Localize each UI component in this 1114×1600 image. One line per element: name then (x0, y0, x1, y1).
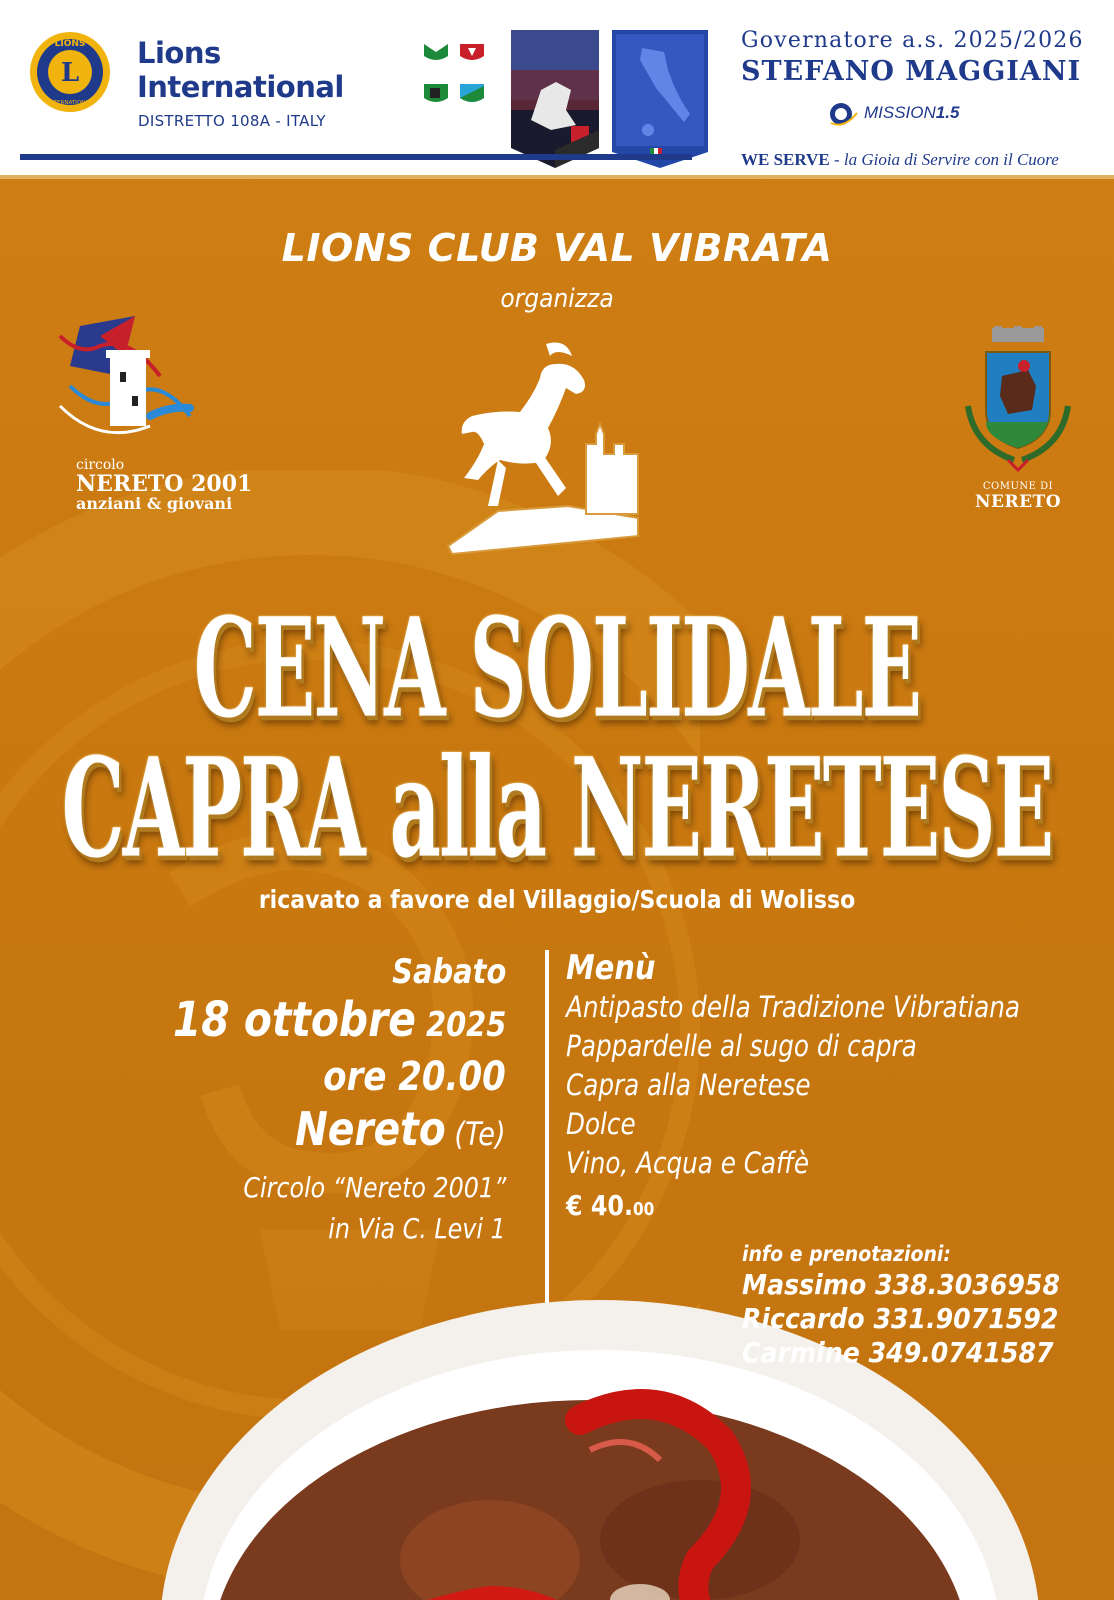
circolo-line1: circolo (76, 457, 125, 473)
menu-price (566, 1183, 1020, 1233)
goat-silhouette-icon (438, 336, 658, 556)
circolo-label (76, 458, 252, 513)
menu-item: Capra alla Neretese (566, 1068, 811, 1102)
governor-name: STEFANO MAGGIANI (741, 56, 1082, 87)
venue-line1: Circolo “Nereto 2001” (243, 1171, 506, 1204)
column-divider (545, 950, 549, 1308)
lions-name-line2: International (137, 70, 344, 104)
contacts-block (742, 1240, 1060, 1370)
mission-label: MISSION (864, 103, 936, 122)
comune-line1: COMUNE DI (982, 481, 1054, 492)
we-serve-label: WE SERVE (741, 150, 830, 169)
menu-item: Vino, Acqua e Caffè (566, 1146, 809, 1180)
event-date (172, 992, 506, 1048)
menu-item: Pappardelle al sugo di capra (566, 1029, 917, 1063)
municipal-crest-icon (964, 326, 1072, 474)
menu-item: Dolce (566, 1107, 636, 1141)
mission-badge (828, 101, 960, 127)
circolo-line3: anziani & giovani (76, 493, 233, 513)
we-serve-text: - la Gioia di Servire con il Cuore (829, 150, 1059, 169)
event-day: Sabato (391, 952, 506, 992)
mission-lions-icon (828, 101, 858, 127)
menu-price-cents: 00 (633, 1199, 655, 1220)
beneficiary-text: ricavato a favore del Villaggio/Scuola di Wolisso (258, 885, 856, 914)
event-title-line1: CENA SOLIDALE (193, 587, 921, 749)
contacts-title: info e prenotazioni: (742, 1242, 951, 1266)
menu-item: Antipasto della Tradizione Vibratiana (566, 990, 1020, 1024)
logo-bottom-text: INTERNATIONAL (47, 100, 93, 106)
pennant-map-icon (612, 30, 708, 168)
event-time: ore 20.00 (323, 1054, 506, 1100)
header-band (0, 0, 1114, 175)
circolo-line2: NERETO 2001 (76, 470, 253, 497)
menu-title: Menù (566, 948, 656, 988)
event-city-name: Nereto (295, 1102, 447, 1156)
event-city (296, 1102, 506, 1156)
tower-kite-icon (40, 316, 200, 456)
venue-line2: in Via C. Levi 1 (328, 1212, 506, 1245)
comune-label (950, 481, 1086, 512)
organizer-title: LIONS CLUB VAL VIBRATA (281, 226, 833, 270)
contact-phone: Carmine 349.0741587 (742, 1336, 1054, 1369)
header-bottom-rule (0, 175, 1114, 179)
lions-name-line1: Lions (137, 36, 221, 70)
organizza-label: organizza (500, 284, 614, 314)
we-serve-tagline (741, 150, 1059, 170)
mission-version: 1.5 (935, 103, 960, 122)
lions-emblem-icon (28, 30, 112, 114)
contact-phone: Massimo 338.3036958 (742, 1268, 1060, 1301)
contact-phone: Riccardo 331.9071592 (742, 1302, 1059, 1335)
event-year: 2025 (415, 1005, 506, 1045)
governor-title: Governatore a.s. 2025/2026 (741, 28, 1084, 53)
event-province: (Te) (446, 1115, 506, 1153)
menu-price-main: € 40. (566, 1189, 634, 1222)
event-date-day: 18 ottobre (172, 992, 416, 1048)
header-divider (20, 154, 692, 160)
district-label: DISTRETTO 108A - ITALY (138, 112, 326, 130)
logo-top-text: LIONS (54, 39, 86, 49)
event-title-line2: CAPRA alla NERETESE (61, 727, 1053, 889)
pennant-horse-icon (511, 30, 599, 168)
comune-line2: NERETO (974, 492, 1062, 512)
svg-text:L: L (60, 58, 80, 88)
regional-flags-icon (420, 38, 490, 118)
menu-block (566, 948, 1020, 1233)
